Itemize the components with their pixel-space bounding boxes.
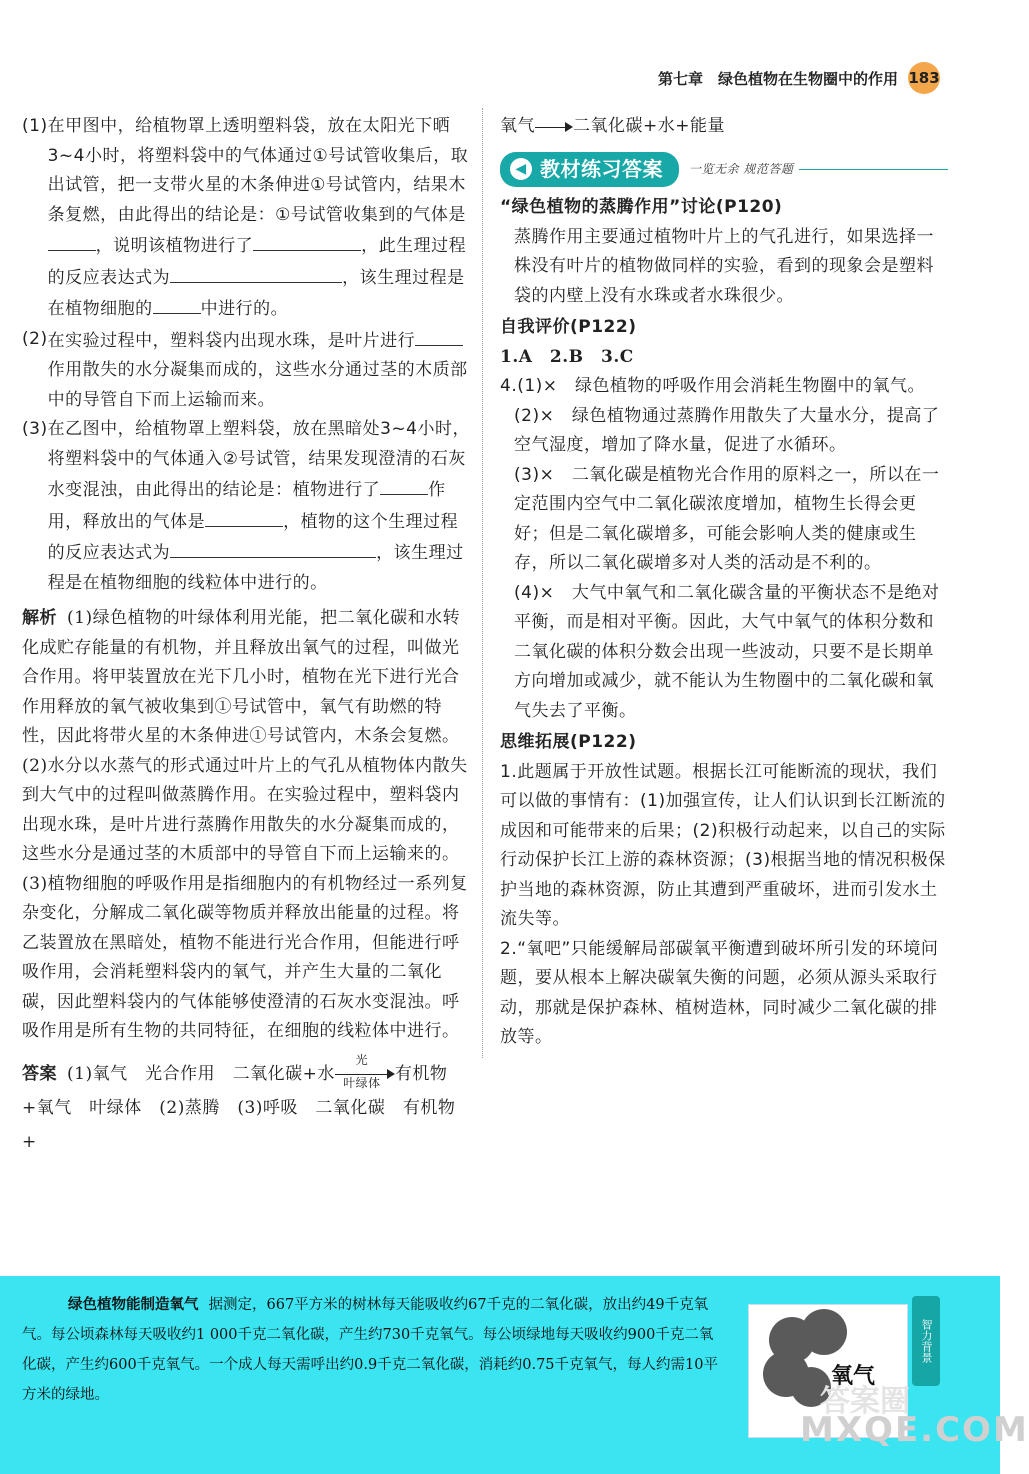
chapter-title: 第七章 绿色植物在生物圈中的作用 bbox=[657, 69, 898, 88]
page-header bbox=[658, 62, 940, 94]
q3-text-a: 在乙图中，给植物罩上塑料袋，放在黑暗处3~4小时，将塑料袋中的气体通入②号试管，结果发现澄清的石灰水变混浊，由此得出的结论是：植物进行了 bbox=[47, 419, 470, 500]
question-text bbox=[48, 325, 470, 416]
section-banner bbox=[500, 152, 948, 188]
answer-blank bbox=[415, 325, 463, 346]
answer-blank bbox=[170, 262, 342, 283]
answer-item: 4.(1)× 绿色植物的呼吸作用会消耗生物圈中的氧气。 bbox=[500, 376, 926, 396]
watermark: MXQE.COM bbox=[800, 1410, 1029, 1450]
section-title: 自我评价(P122) bbox=[500, 317, 637, 337]
q2-text-b: 作用散失的水分凝集而成的，这些水分通过茎的木质部中的导管自下而上运输而来。 bbox=[47, 360, 468, 410]
answer-blank bbox=[170, 537, 376, 558]
question-number: (3) bbox=[22, 419, 48, 439]
equation-reactant: 氧气 bbox=[500, 116, 535, 136]
answer-blank bbox=[205, 506, 283, 527]
q1-text-a: 在甲图中，给植物罩上透明塑料袋，放在太阳光下晒3~4小时，将塑料袋中的气体通过①号试管收集后，取出试管，把一支带火星的木条伸进①号试管内，结果木条复燃，由此得出的结论是：①号试管收集到的气体是 bbox=[47, 116, 469, 225]
equation-continuation bbox=[500, 112, 948, 142]
q3-text-c: ，植物的这个生理过程的反应表达式为 bbox=[47, 511, 459, 563]
answer-item: 1.此题属于开放性试题。根据长江可能断流的现状，我们可以做的事情有：(1)加强宣传，让人们认识到长江断流的成因和可能带来的后果；(2)积极行动起来，以自己的实际行动保护长江上游的森林资源；(3)根据当地的情况积极保护当地的森林资源，防止其遭到严重破坏，进而引发水土流失等。 bbox=[500, 761, 946, 929]
reaction-arrow bbox=[335, 1053, 395, 1090]
fact-text bbox=[22, 1290, 722, 1410]
q1-text-d: ，该生理过程是在植物细胞的 bbox=[47, 267, 465, 319]
q1-text-c: ，此生理过程的反应表达式为 bbox=[47, 236, 467, 288]
banner-title: 教材练习答案 bbox=[540, 156, 663, 181]
q3-text-d: ，该生理过程是在植物细胞的线粒体中进行的。 bbox=[47, 543, 464, 593]
question-text bbox=[48, 415, 470, 598]
section-body: 蒸腾作用主要通过植物叶片上的气孔进行，如果选择一株没有叶片的植物做同样的实验，看到的现象会是塑料袋的内壁上没有水珠或者水珠很少。 bbox=[514, 226, 934, 306]
question-number: (1) bbox=[22, 116, 48, 136]
photo-caption: 氧气 bbox=[831, 1364, 876, 1389]
analysis-block bbox=[22, 604, 470, 1047]
right-column bbox=[500, 112, 948, 1053]
answer-item: (4)× 大气中氧气和二氧化碳含量的平衡状态不是绝对平衡，而是相对平衡。因此，大气中氧气的体积分数和二氧化碳的体积分数会出现一些波动，只要不是长期单方向增加或减少，就不能认为生物圈中的二氧化碳和氧气失去了平衡。 bbox=[514, 582, 940, 721]
question-2 bbox=[22, 325, 470, 416]
q1-text-b: ，说明该植物进行了 bbox=[95, 236, 254, 256]
question-number: (2) bbox=[22, 328, 48, 349]
answer-label: 答案 bbox=[22, 1063, 57, 1084]
answer-item: 2.“氧吧”只能缓解局部碳氧平衡遭到破坏所引发的环境问题，要从根本上解决碳氧失衡的问题，必须从源头采取行动，那就是保护森林、植树造林，同时减少二氧化碳的排放等。 bbox=[500, 938, 939, 1047]
q3-text-b: 作用，释放出的气体是 bbox=[47, 480, 446, 532]
mcq-answers: 1.A 2.B 3.C bbox=[500, 346, 634, 367]
answer-blank bbox=[48, 230, 96, 251]
side-tab: 智力背景 bbox=[912, 1296, 940, 1386]
fact-body: 据测定，667平方米的树林每天能吸收约67千克的二氧化碳，放出约49千克氧气。每公顷森林每天吸收约1 000千克二氧化碳，产生约730千克氧气。每公顷绿地每天吸收约900千克二氧化碳，产生约600千克氧气。一个成人每天需呼出约0.9千克二氧化碳，消耗约0.75千克氧气，每人约需10平方米的绿地。 bbox=[22, 1297, 718, 1403]
answer-block bbox=[22, 1053, 470, 1159]
answer-text-b: 有机物+氧气 叶绿体 (2)蒸腾 (3)呼吸 二氧化碳 有机物+ bbox=[22, 1063, 456, 1152]
question-3 bbox=[22, 415, 470, 598]
page-number: 183 bbox=[908, 62, 940, 94]
section-title: 思维拓展(P122) bbox=[500, 732, 637, 752]
question-text bbox=[48, 112, 470, 325]
banner-pill bbox=[500, 152, 679, 188]
speaker-icon: ◀ bbox=[510, 158, 532, 180]
left-column bbox=[22, 112, 470, 1159]
q1-text-e: 中进行的。 bbox=[200, 299, 289, 319]
section-title: “绿色植物的蒸腾作用”讨论(P120) bbox=[500, 197, 783, 217]
banner-subtitle: 一览无余 规范答题 bbox=[689, 161, 794, 176]
arrow-condition-light: 光 bbox=[355, 1053, 369, 1067]
answer-blank bbox=[380, 474, 428, 495]
analysis-text: (1)绿色植物的叶绿体利用光能，把二氧化碳和水转化成贮存能量的有机物，并且释放出氧气的过程，叫做光合作用。将甲装置放在光下几小时，植物在光下进行光合作用释放的氧气被收集到①号试管中，氧气有助燃的特性，因此将带火星的木条伸进①号试管内，木条会复燃。(2)水分以水蒸气的形式通过叶片上的气孔从植物体内散失到大气中的过程叫做蒸腾作用。在实验过程中，塑料袋内出现水珠，是叶片进行蒸腾作用散失的水分凝集而成的，这些水分是通过茎的木质部中的导管自下而上运输来的。(3)植物细胞的呼吸作用是指细胞内的有机物经过一系列复杂变化，分解成二氧化碳等物质并释放出能量的过程。将乙装置放在黑暗处，植物不能进行光合作用，但能进行呼吸作用，会消耗塑料袋内的氧气，并产生大量的二氧化碳，因此塑料袋内的气体能够使澄清的石灰水变混浊。呼吸作用是所有生物的共同特征，在细胞的线粒体中进行。 bbox=[22, 608, 468, 1041]
answer-blank bbox=[253, 230, 361, 251]
q2-text-a: 在实验过程中，塑料袋内出现水珠，是叶片进行 bbox=[47, 330, 416, 351]
arrow-condition-chloroplast: 叶绿体 bbox=[343, 1076, 381, 1090]
reaction-arrow bbox=[535, 118, 573, 136]
answer-text-a: (1)氧气 光合作用 二氧化碳+水 bbox=[67, 1063, 335, 1084]
question-1 bbox=[22, 112, 470, 325]
answer-item: (3)× 二氧化碳是植物光合作用的原料之一，所以在一定范围内空气中二氧化碳浓度增加，植物生长得会更好；但是二氧化碳增多，可能会影响人类的健康或生存，所以二氧化碳增多对人类的活动是不利的。 bbox=[514, 464, 940, 573]
watermark-logo: 答案圈 bbox=[820, 1384, 910, 1419]
column-divider bbox=[482, 108, 484, 1058]
fact-title: 绿色植物能制造氧气 bbox=[68, 1297, 199, 1313]
banner-rule bbox=[799, 169, 948, 170]
analysis-label: 解析 bbox=[22, 608, 57, 628]
fact-box bbox=[0, 1276, 1029, 1474]
answer-item: (2)× 绿色植物通过蒸腾作用散失了大量水分，提高了空气湿度，增加了降水量，促进了水循环。 bbox=[514, 405, 940, 455]
equation-product: 二氧化碳+水+能量 bbox=[573, 116, 725, 136]
answer-blank bbox=[153, 293, 201, 314]
